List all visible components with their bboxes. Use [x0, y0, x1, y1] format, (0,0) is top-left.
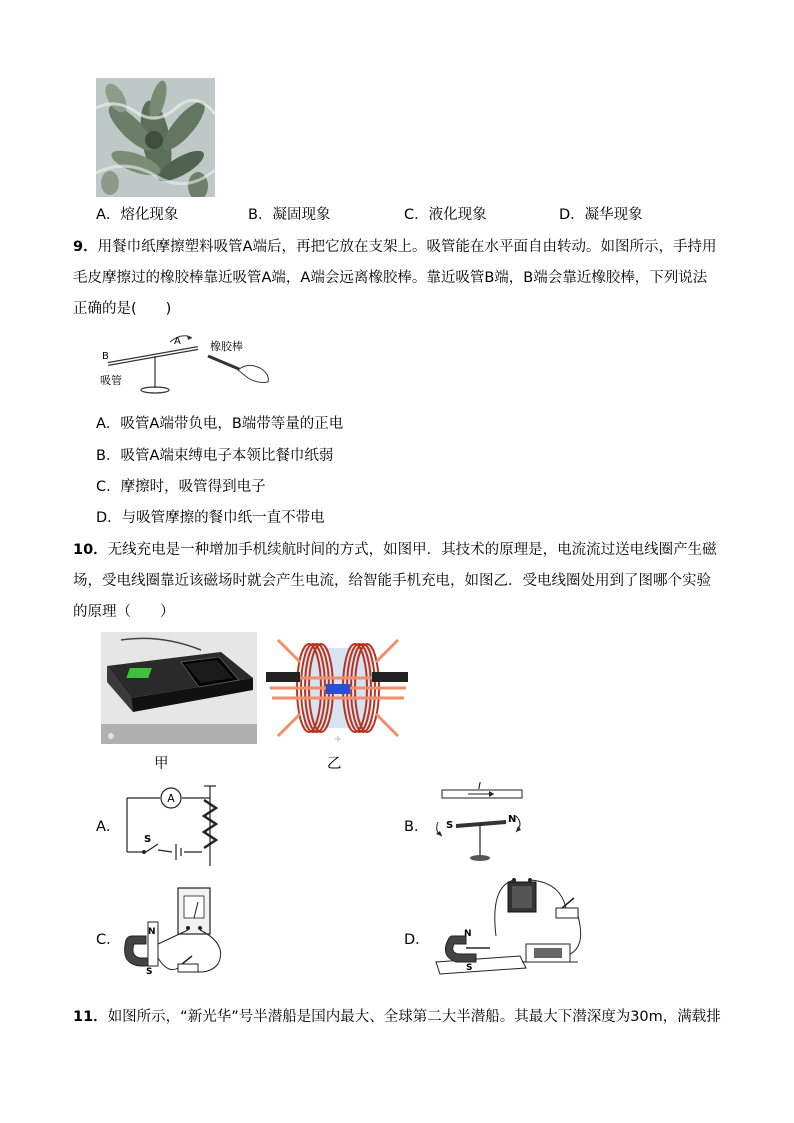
- q9-stem-line-2: 毛皮摩擦过的橡胶棒靠近吸管A端，A端会远离橡胶棒。靠近吸管B端，B端会靠近橡胶棒，下列说法: [73, 270, 708, 286]
- q8-option-b: B．凝固现象: [248, 207, 331, 223]
- north-pole-label: N: [508, 814, 517, 825]
- q9-stem-line-1: 9．用餐巾纸摩擦塑料吸管A端后，再把它放在支架上。吸管能在水平面自由转动。如图所示，手持用: [73, 239, 717, 255]
- q11-stem-line-1: 11．如图所示，“新光华”号半潜船是国内最大、全球第二大半潜船。其最大下潜深度为30m，满载排: [73, 1009, 721, 1025]
- d-north-label: N: [464, 929, 472, 939]
- q10-option-d-label: D．: [404, 932, 430, 948]
- q10-option-d-figure: [430, 876, 590, 986]
- svg-text:+: +: [333, 734, 343, 744]
- q9-option-c: C．摩擦时，吸管得到电子: [96, 479, 266, 495]
- q9-label-rod: 橡胶棒: [210, 340, 243, 353]
- q8-option-c: C．液化现象: [404, 207, 487, 223]
- q11-number: 11．: [73, 1009, 108, 1025]
- q10-stem-line-3: 的原理（ ）: [73, 604, 175, 620]
- q10-number: 10．: [73, 542, 108, 558]
- q8-option-a: A．熔化现象: [96, 207, 179, 223]
- q9-label-b: B: [102, 351, 109, 362]
- q10-stem-line-2: 场，受电线圈靠近该磁场时就会产生电流，给智能手机充电，如图乙．受电线圈处用到了图哪个实验: [73, 573, 711, 589]
- q9-label-straw: 吸管: [100, 374, 122, 387]
- ammeter-label: A: [167, 792, 175, 805]
- coil-field-diagram: [264, 632, 412, 744]
- q9-option-b: B．吸管A端束缚电子本领比餐巾纸弱: [96, 448, 334, 464]
- frost-leaves-photo: [96, 78, 215, 197]
- q9-number: 9．: [73, 239, 98, 255]
- south-pole-label: S: [446, 820, 454, 831]
- d-south-label: S: [466, 963, 473, 973]
- switch-label: S: [144, 834, 152, 845]
- q10-stem-line-1: 10．无线充电是一种增加手机续航时间的方式，如图甲．其技术的原理是，电流流过送电线圈产生磁: [73, 542, 717, 558]
- q9-option-a: A．吸管A端带负电，B端带等量的正电: [96, 416, 344, 432]
- q9-label-a: A: [174, 336, 181, 347]
- q10-option-b-label: B．: [404, 819, 429, 835]
- q10-option-a-figure: [122, 778, 222, 868]
- caption-jia: 甲: [154, 756, 169, 772]
- current-label: I: [478, 781, 481, 792]
- q8-option-d: D．凝华现象: [559, 207, 643, 223]
- caption-yi: 乙: [327, 756, 342, 772]
- q10-option-c-label: C．: [96, 932, 121, 948]
- c-south-label: S: [146, 967, 153, 977]
- q10-option-c-figure: [118, 884, 240, 984]
- q9-option-d: D．与吸管摩擦的餐巾纸一直不带电: [96, 510, 325, 526]
- q10-option-a-label: A．: [96, 819, 121, 835]
- q9-stem-line-3: 正确的是( ): [73, 301, 172, 317]
- c-north-label: N: [148, 927, 156, 937]
- q9-straw-figure: [98, 326, 288, 396]
- wireless-charger-photo: [101, 632, 257, 744]
- q10-option-b-figure: [428, 778, 528, 868]
